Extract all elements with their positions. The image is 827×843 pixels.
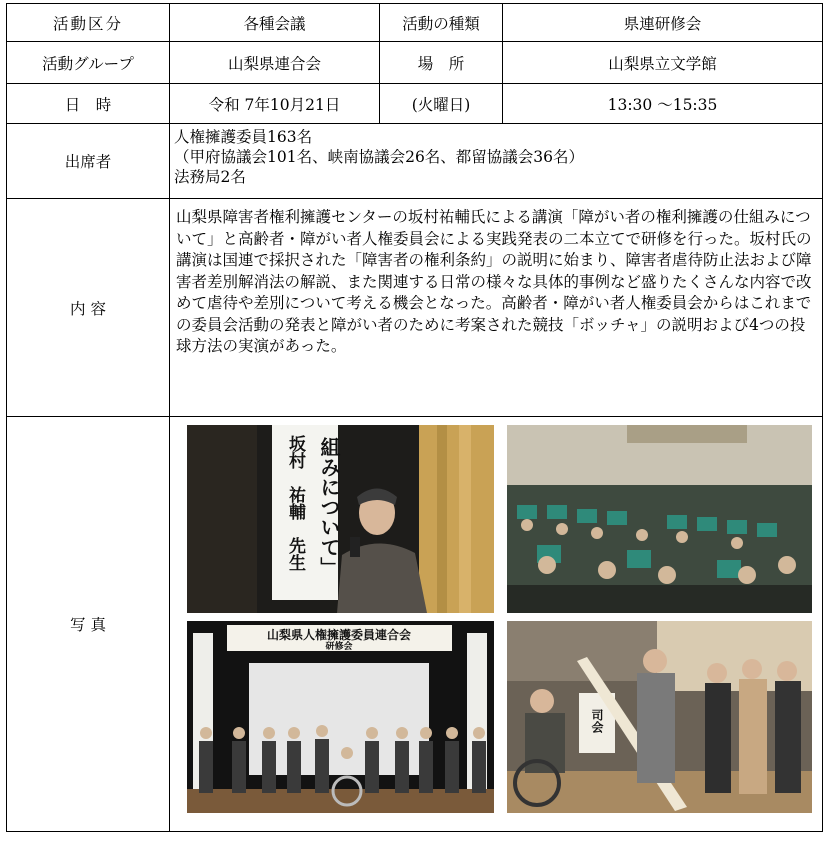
attendees-line-1: 人権擁護委員163名 [174,128,313,146]
type-value: 県連研修会 [503,4,823,42]
activity-report-table [6,3,823,832]
content-text: 山梨県障害者権利擁護センターの坂村祐輔氏による講演「障がい者の権利擁護の仕組みについて」と高齢者・障がい者人権委員会による実践発表の二本立てで研修を行った。坂村氏の講演は国連で採択された「障害者の権利条約」の説明に始まり、障害者虐待防止法および障害者差別解消法の解説、また関連する日常の様々な具体的事例など盛りたくさんな内容で改めて虐待や差別について考える機会となった。高齢者・障がい者人権委員会からはこれまでの委員会活動の発表と障がい者のために考案された競技「ボッチャ」の説明および4つの投球方法の実演があった。 [170,199,823,417]
photo-audience [507,425,812,613]
category-label: 活動区分 [7,4,170,42]
place-label: 場 所 [380,42,503,84]
photo-boccia-demo-image [507,621,812,813]
group-label: 活動グループ [7,42,170,84]
photo-audience-image [507,425,812,613]
weekday: (火曜日) [380,84,503,124]
content-label: 内 容 [7,199,170,417]
photo1-banner-text-b: 坂村 祐輔 先生 [285,435,305,571]
place-value: 山梨県立文学館 [503,42,823,84]
date-label: 日 時 [7,84,170,124]
photo-lecturer [187,425,494,613]
photo4-sign: 司会 [590,709,604,733]
attendees-line-3: 法務局2名 [174,168,246,186]
time-value: 13:30 ～15:35 [503,84,823,124]
photo1-banner-text-a: 組みについて」 [317,437,341,577]
date-value: 令和 7年10月21日 [170,84,380,124]
category-value: 各種会議 [170,4,380,42]
photo-boccia-demo [507,621,812,813]
type-label: 活動の種類 [380,4,503,42]
attendees-label: 出席者 [7,124,170,199]
photo-group-stage [187,621,494,813]
attendees-cell [170,124,823,199]
group-value: 山梨県連合会 [170,42,380,84]
photo-group-stage-image [187,621,494,813]
attendees-line-2: （甲府協議会101名、峡南協議会26名、都留協議会36名） [174,148,585,166]
photo-lecturer-image [187,425,494,613]
photos-cell [170,417,823,832]
photos-label: 写 真 [7,417,170,832]
photo3-banner-sub: 研修会 [325,642,353,652]
photo3-banner-text: 山梨県人権擁護委員連合会 [266,628,412,642]
